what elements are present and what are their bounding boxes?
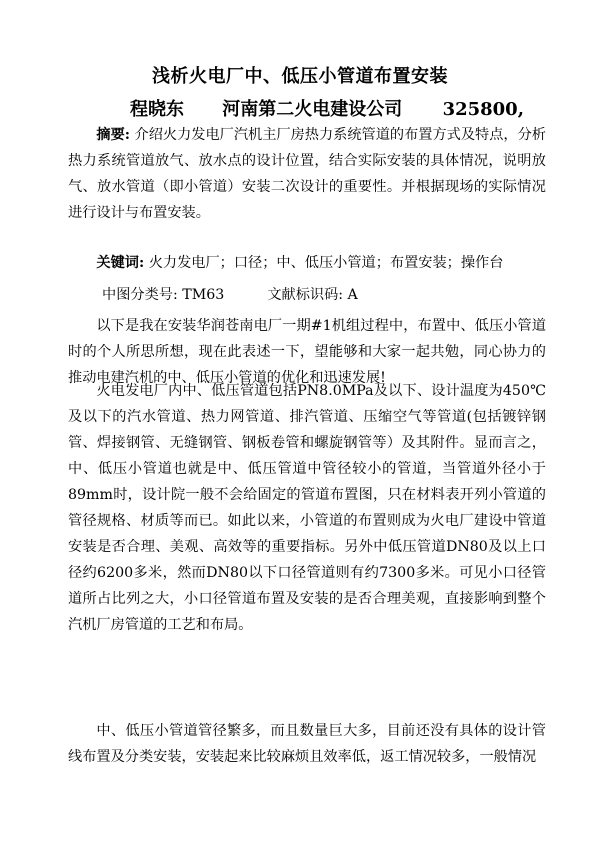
- clc-value: TM63: [182, 287, 225, 303]
- clc-label: 中图分类号:: [102, 287, 178, 303]
- doc-code-label: 文献标识码:: [267, 287, 344, 303]
- abstract-label: 摘要:: [96, 127, 131, 143]
- author-line: [130, 95, 524, 121]
- classification-line: [102, 282, 580, 308]
- abstract-paragraph: [68, 122, 546, 226]
- keywords-text: 火力发电厂；口径；中、低压小管道；布置安装；操作台: [148, 255, 504, 271]
- abstract-text: 介绍火力发电厂汽机主厂房热力系统管道的布置方式及特点，分析热力系统管道放气、放水点的设计位置，结合实际安装的具体情况，说明放气、放水管道（即小管道）安装二次设计的重要性。并根据现场的实际情况进行设计与布置安装。: [68, 127, 546, 221]
- author-postcode: 325800,: [442, 99, 524, 120]
- doc-code-value: A: [347, 287, 358, 303]
- keywords-paragraph: [68, 250, 546, 276]
- paper-title: 浅析火电厂中、低压小管道布置安装: [152, 66, 448, 87]
- body-paragraph: 火电发电厂内中、低压管道包括PN8.0MPa及以下、设计温度为450℃及以下的汽水管道、热力网管道、排汽管道、压缩空气等管道(包括镀锌钢管、焊接钢管、无缝钢管、钢板卷管和螺旋钢管等）及其附件。显而言之，中、低压小管道也就是中、低压管道中管径较小的管道，当管道外径小于89mm时，设计院一般不会给固定的管道布置图，只在材料表开列小管道的管径规格、材质等而已。如此以来，小管道的布置则成为火电厂建设中管道安装是否合理、美观、高效等的重要指标。另外中低压管道DN80及以上口径约6200多米，然而DN80以下口径管道则有约7300多米。可见小口径管道所占比列之大，小口径管道布置及安装的是否合理美观，直接影响到整个汽机厂房管道的工艺和布局。: [68, 383, 546, 633]
- body-paragraph: 以下是我在安装华润苍南电厂一期#1机组过程中，布置中、低压小管道时的个人所思所想，现在此表述一下，望能够和大家一起共勉，同心协力的推动电建汽机的中、低压小管道的优化和迅速发展!: [68, 318, 546, 386]
- author-affiliation: 河南第二火电建设公司: [222, 99, 403, 120]
- author-name: 程晓东: [130, 99, 184, 120]
- body-paragraph: 中、低压小管道管径繁多，而且数量巨大多，目前还没有具体的设计管线布置及分类安装，安装起来比较麻烦且效率低，返工情况较多，一般情况: [68, 723, 546, 765]
- keywords-label: 关键词:: [96, 255, 145, 271]
